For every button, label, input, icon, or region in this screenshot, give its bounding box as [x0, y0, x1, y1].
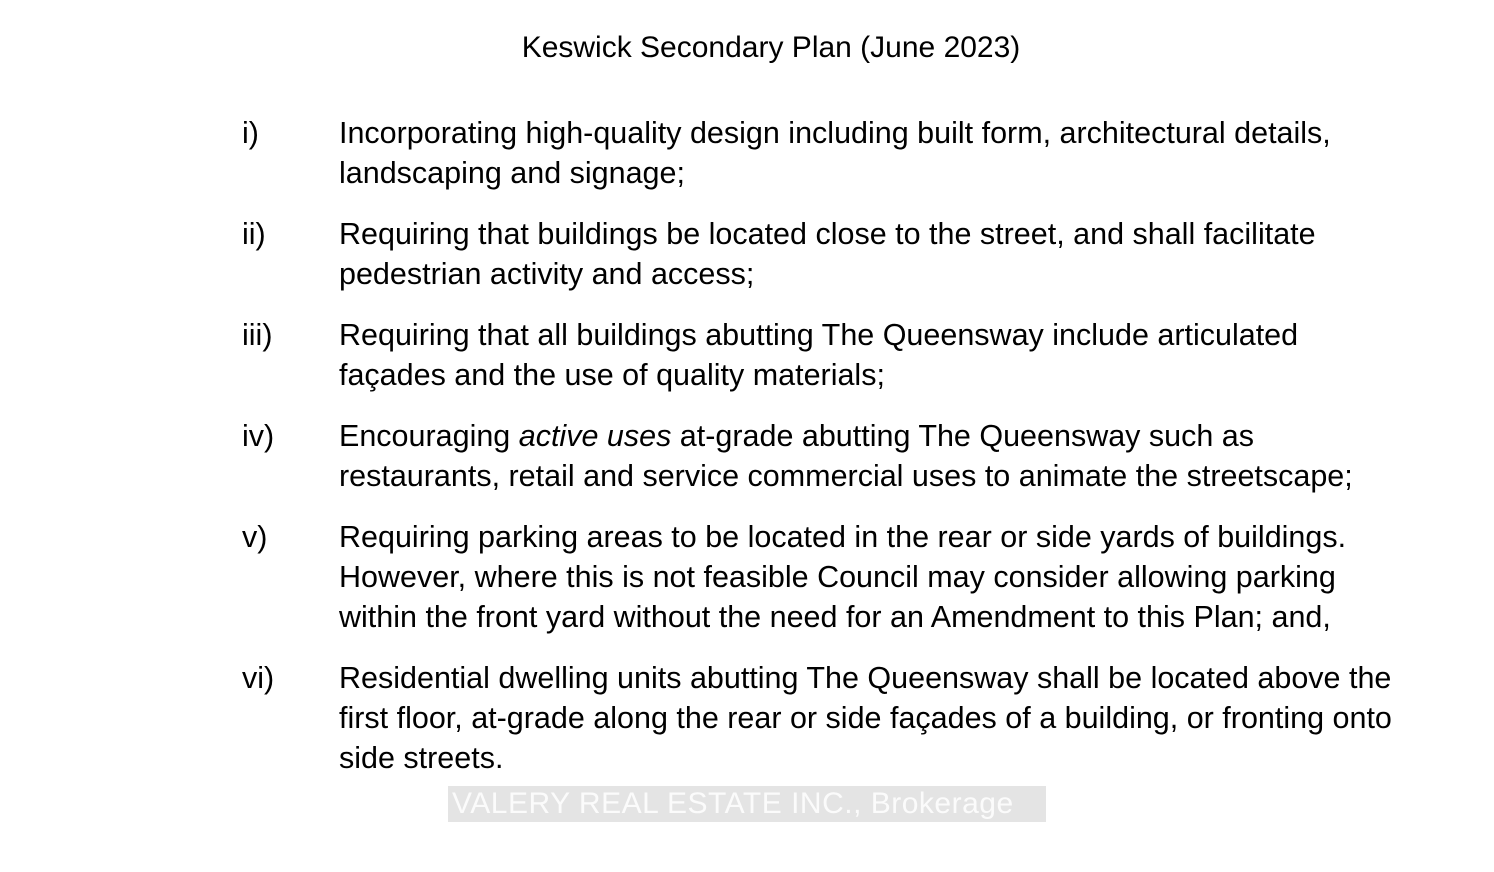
list-marker: iii)	[242, 318, 273, 352]
list-item-text: Requiring that buildings be located close to the street, and shall facilitate pedestrian activity and access;	[339, 217, 1316, 291]
list-item	[242, 214, 1442, 294]
list-item	[242, 517, 1442, 637]
list-item	[242, 658, 1442, 778]
list-item	[242, 416, 1442, 496]
watermark: VALERY REAL ESTATE INC., Brokerage	[448, 786, 1046, 822]
italic-term: active uses	[518, 419, 672, 453]
list-item	[242, 315, 1442, 395]
list-item-text: Incorporating high-quality design including built form, architectural details, landscaping and signage;	[339, 116, 1331, 190]
policy-list	[242, 113, 1442, 778]
list-item-text: Requiring parking areas to be located in the rear or side yards of buildings. However, where this is not feasible Council may consider allowing parking within the front yard without the need for an Amendment to this Plan; and,	[339, 520, 1347, 634]
text-segment: Encouraging	[339, 419, 519, 453]
list-item-text: Residential dwelling units abutting The Queensway shall be located above the first floor, at-grade along the rear or side façades of a building, or fronting onto side streets.	[339, 661, 1392, 775]
list-marker: ii)	[242, 217, 266, 251]
text-segment: at-grade abutting The Queensway such as restaurants, retail and service commercial uses to animate the streetscape;	[339, 419, 1353, 493]
page-title: Keswick Secondary Plan (June 2023)	[521, 31, 1021, 64]
list-item-text	[339, 416, 1399, 496]
list-marker: vi)	[242, 661, 275, 695]
list-item	[242, 113, 1442, 193]
list-marker: iv)	[242, 419, 275, 453]
list-marker: v)	[242, 520, 268, 554]
list-item-text: Requiring that all buildings abutting The Queensway include articulated façades and the use of quality materials;	[339, 318, 1299, 392]
list-marker: i)	[242, 116, 259, 150]
